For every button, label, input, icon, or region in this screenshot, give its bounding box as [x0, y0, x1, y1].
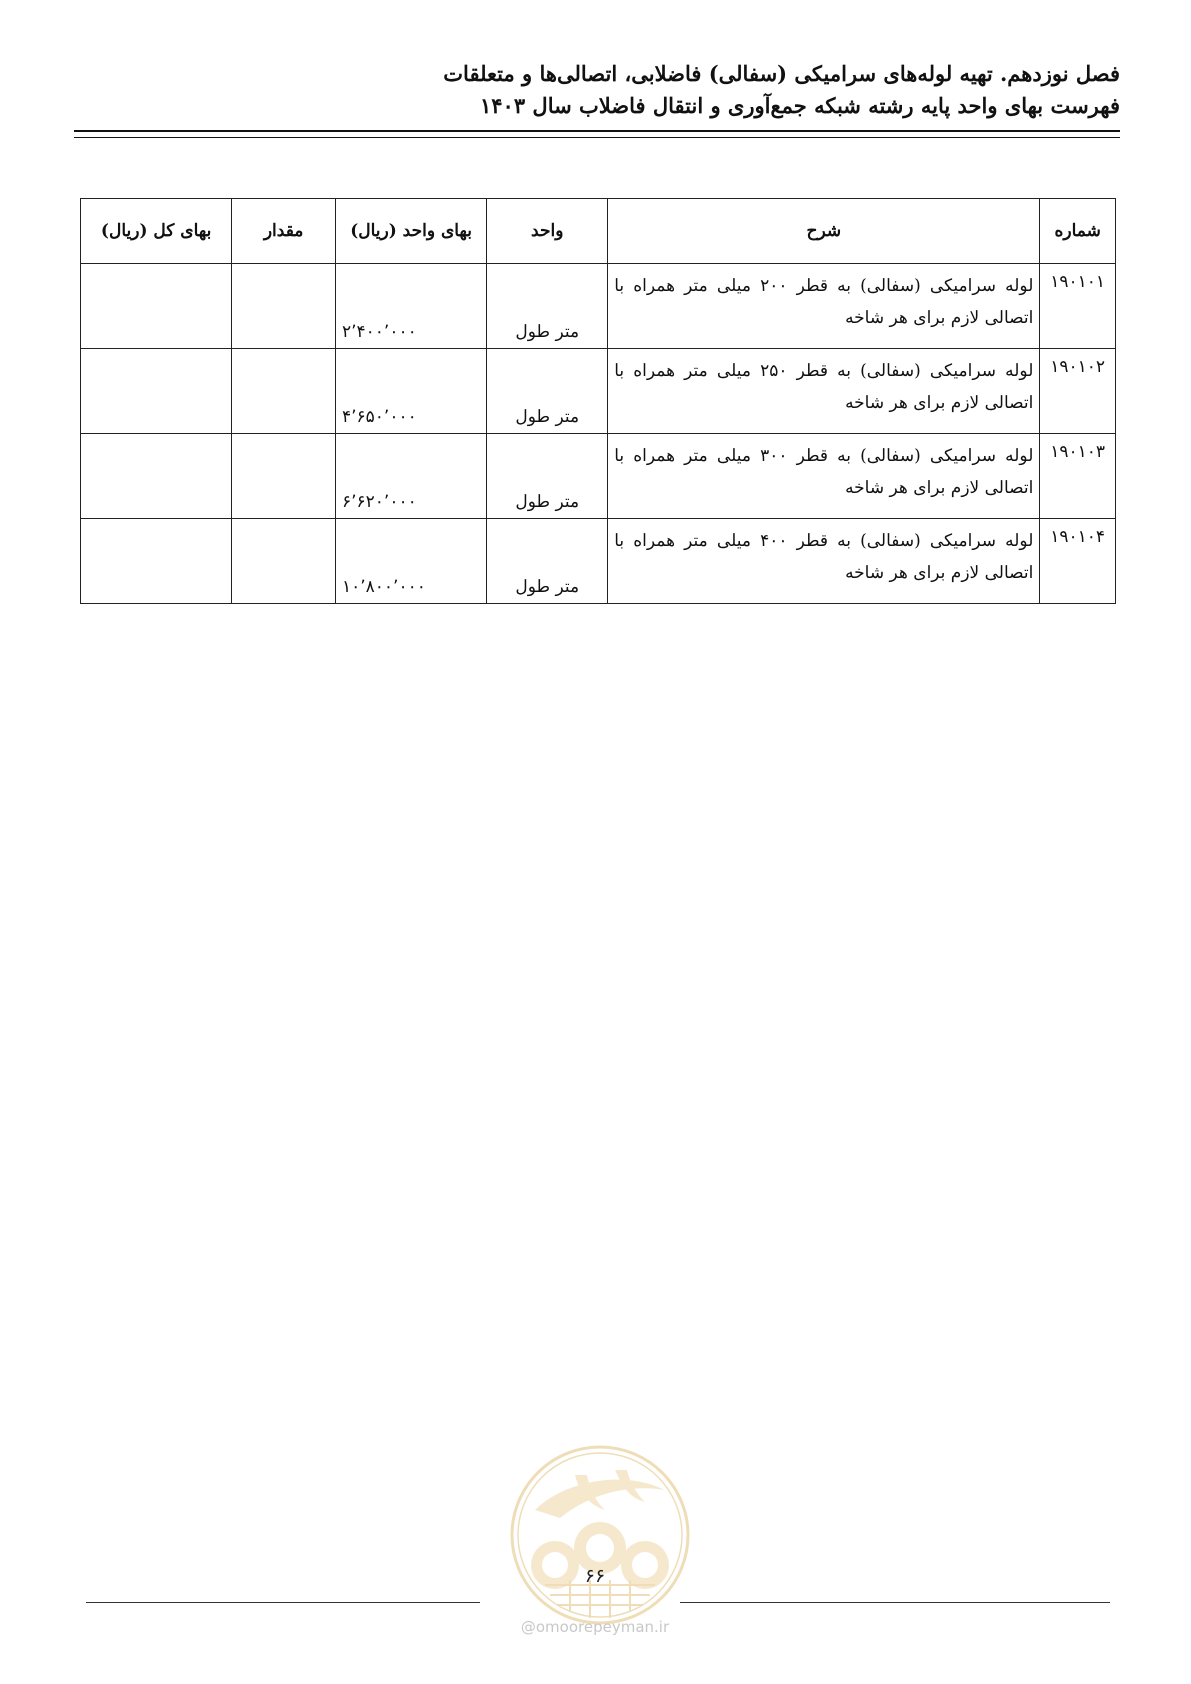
table-row [81, 519, 1116, 604]
item-code: ۱۹۰۱۰۴ [1040, 519, 1116, 604]
item-description: لوله سرامیکی (سفالی) به قطر ۴۰۰ میلی متر همراه با اتصالی لازم برای هر شاخه [608, 519, 1040, 604]
item-code: ۱۹۰۱۰۱ [1040, 264, 1116, 349]
column-header-description: شرح [608, 199, 1040, 264]
item-description: لوله سرامیکی (سفالی) به قطر ۲۰۰ میلی متر همراه با اتصالی لازم برای هر شاخه [608, 264, 1040, 349]
item-unit: متر طول [487, 349, 608, 434]
column-header-total-price: بهای کل (ریال) [81, 199, 232, 264]
table-row [81, 349, 1116, 434]
website-watermark: @omoorepeyman.ir [520, 1618, 670, 1636]
item-unit: متر طول [487, 264, 608, 349]
item-quantity [232, 264, 336, 349]
price-table [80, 198, 1116, 604]
item-unit: متر طول [487, 519, 608, 604]
footer-divider-right [680, 1602, 1110, 1603]
item-unit-price: ۴٬۶۵۰٬۰۰۰ [335, 349, 486, 434]
table-row [81, 434, 1116, 519]
watermark-logo-icon [505, 1440, 695, 1630]
item-quantity [232, 434, 336, 519]
item-unit-price: ۶٬۶۲۰٬۰۰۰ [335, 434, 486, 519]
table-header-row [81, 199, 1116, 264]
item-unit-price: ۲٬۴۰۰٬۰۰۰ [335, 264, 486, 349]
item-unit-price: ۱۰٬۸۰۰٬۰۰۰ [335, 519, 486, 604]
header-divider [74, 130, 1120, 138]
item-code: ۱۹۰۱۰۳ [1040, 434, 1116, 519]
item-total-price [81, 519, 232, 604]
item-total-price [81, 264, 232, 349]
item-quantity [232, 349, 336, 434]
item-quantity [232, 519, 336, 604]
column-header-unit-price: بهای واحد (ریال) [335, 199, 486, 264]
chapter-title: فصل نوزدهم. تهیه لوله‌های سرامیکی (سفالی) فاضلابی، اتصالی‌ها و متعلقات [443, 61, 1120, 86]
item-description: لوله سرامیکی (سفالی) به قطر ۲۵۰ میلی متر همراه با اتصالی لازم برای هر شاخه [608, 349, 1040, 434]
page-number: ۶۶ [584, 1565, 606, 1587]
column-header-quantity: مقدار [232, 199, 336, 264]
item-code: ۱۹۰۱۰۲ [1040, 349, 1116, 434]
column-header-code: شماره [1040, 199, 1116, 264]
item-description: لوله سرامیکی (سفالی) به قطر ۳۰۰ میلی متر همراه با اتصالی لازم برای هر شاخه [608, 434, 1040, 519]
item-total-price [81, 349, 232, 434]
table-row [81, 264, 1116, 349]
page-header [74, 58, 1120, 122]
footer-divider-left [86, 1602, 480, 1603]
document-title: فهرست بهای واحد پایه رشته شبکه جمع‌آوری و انتقال فاضلاب سال ۱۴۰۳ [480, 93, 1120, 118]
item-unit: متر طول [487, 434, 608, 519]
item-total-price [81, 434, 232, 519]
column-header-unit: واحد [487, 199, 608, 264]
